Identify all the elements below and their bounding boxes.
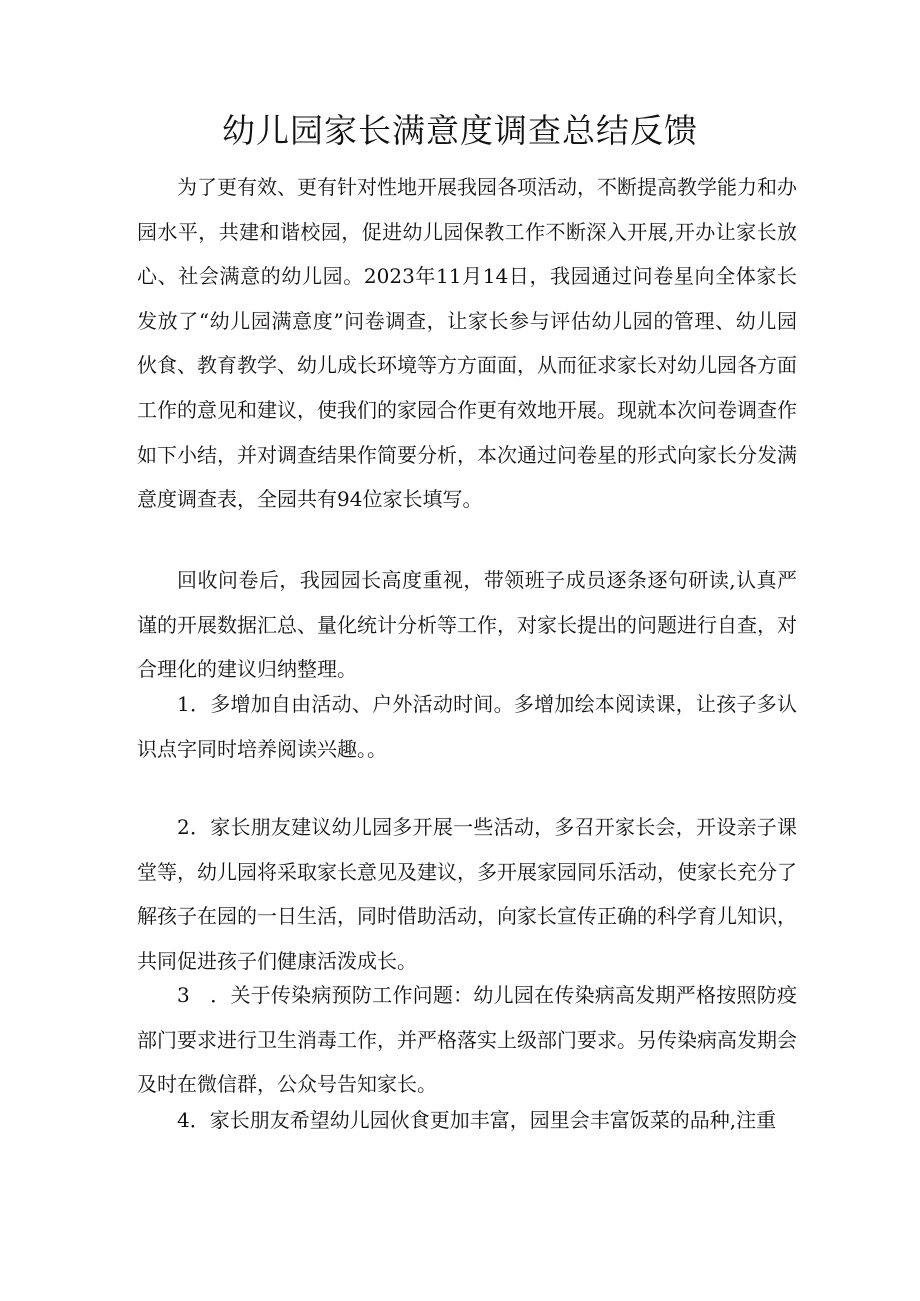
list-item-1: 1．多增加自由活动、户外活动时间。多增加绘本阅读课，让孩子多认识点字同时培养阅读兴趣。。 (137, 692, 797, 761)
paragraph-intro: 为了更有效、更有针对性地开展我园各项活动，不断提高教学能力和办园水平，共建和谐校园，促进幼儿园保教工作不断深入开展,开办让家长放心、社会满意的幼儿园。2023年11月14日，我园通过问卷星向全体家长发放了“幼儿园满意度”问卷调查，让家长参与评估幼儿园的管理、幼儿园伙食、教育教学、幼儿成长环境等方方面面，从而征求家长对幼儿园各方面工作的意见和建议，使我们的家园合作更有效地开展。现就本次问卷调查作如下小结，并对调查结果作简要分析，本次通过问卷星的形式向家长分发满意度调查表，全园共有94位家长填写。 (137, 175, 797, 512)
document-title: 幼儿园家长满意度调查总结反馈 (222, 111, 698, 150)
list-item-4: 4．家长朋友希望幼儿园伙食更加丰富，园里会丰富饭菜的品种,注重 (177, 1108, 777, 1132)
paragraph-review: 回收问卷后，我园园长高度重视，带领班子成员逐条逐句研读,认真严谨的开展数据汇总、量化统计分析等工作，对家长提出的问题进行自查，对合理化的建议归纳整理。 (137, 568, 797, 682)
list-item-2: 2．家长朋友建议幼儿园多开展一些活动，多召开家长会，开设亲子课堂等，幼儿园将采取家长意见及建议，多开展家园同乐活动，使家长充分了解孩子在园的一日生活，同时借助活动，向家长宣传正确的科学育儿知识，共同促进孩子们健康活泼成长。 (137, 815, 797, 973)
list-item-3: 3 ．关于传染病预防工作问题：幼儿园在传染病高发期严格按照防疫部门要求进行卫生消毒工作，并严格落实上级部门要求。另传染病高发期会及时在微信群，公众号告知家长。 (137, 983, 797, 1097)
